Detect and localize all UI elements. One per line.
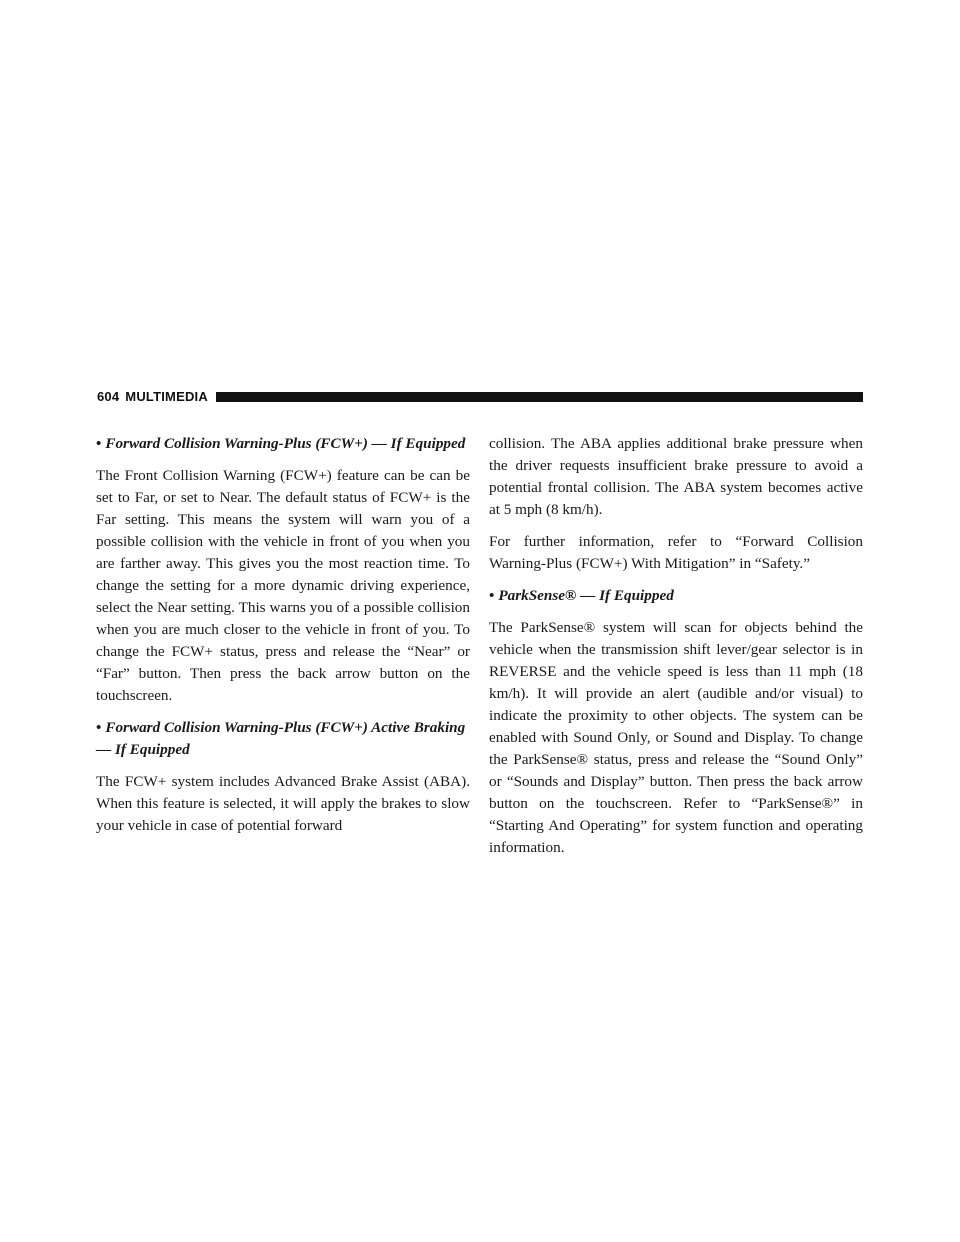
fcw-body: The Front Collision Warning (FCW+) feature can be can be set to Far, or set to Near. The default status of FCW+ is the Far setting. This means the system will warn you of a possible collision with the vehicle in front of you when you are farther away. This gives you the most reaction time. To change the setting for a more dynamic driving experience, select the Near setting. This warns you of a possible collision when you are much closer to the vehicle in front of you. To change the FCW+ status, press and release the “Near” or “Far” button. Then press the back arrow button on the touchscreen.: [96, 467, 470, 704]
fcw-heading: [96, 433, 470, 455]
active-braking-heading-text: Forward Collision Warning-Plus (FCW+) Active Braking — If Equipped: [96, 719, 466, 758]
active-braking-body: The FCW+ system includes Advanced Brake Assist (ABA). When this feature is selected, it will apply the brakes to slow your vehicle in case of potential forward: [96, 773, 470, 834]
active-braking-heading: [96, 717, 470, 761]
aba-continued: collision. The ABA applies additional brake pressure when the driver requests insufficient brake pressure to avoid a potential frontal collision. The ABA system becomes active at 5 mph (8 km/h).: [489, 435, 863, 518]
bullet-icon: •: [96, 719, 102, 736]
right-column: [489, 433, 863, 869]
left-column: [96, 433, 470, 847]
parksense-body: The ParkSense® system will scan for objects behind the vehicle when the transmission shift lever/gear selector is in REVERSE and the vehicle speed is less than 11 mph (18 km/h). It will provide an alert (audible and/or visual) to indicate the proximity to other objects. The system can be enabled with Sound Only, or Sound and Display. To change the ParkSense® status, press and release the “Sound Only” or “Sounds and Display” button. Then press the back arrow button on the touchscreen. Refer to “ParkSense®” in “Starting And Operating” for system function and operating information.: [489, 619, 863, 856]
page-number: 604: [97, 389, 120, 404]
bullet-icon: •: [489, 587, 495, 604]
page-header: [97, 389, 863, 405]
further-info: For further information, refer to “Forward Collision Warning-Plus (FCW+) With Mitigation” in “Safety.”: [489, 533, 863, 572]
header-rule: [216, 392, 863, 402]
section-title: MULTIMEDIA: [125, 389, 208, 404]
parksense-heading-text: ParkSense® — If Equipped: [498, 587, 674, 604]
fcw-heading-text: Forward Collision Warning-Plus (FCW+) — If Equipped: [105, 435, 466, 452]
parksense-heading: [489, 585, 863, 607]
bullet-icon: •: [96, 435, 102, 452]
